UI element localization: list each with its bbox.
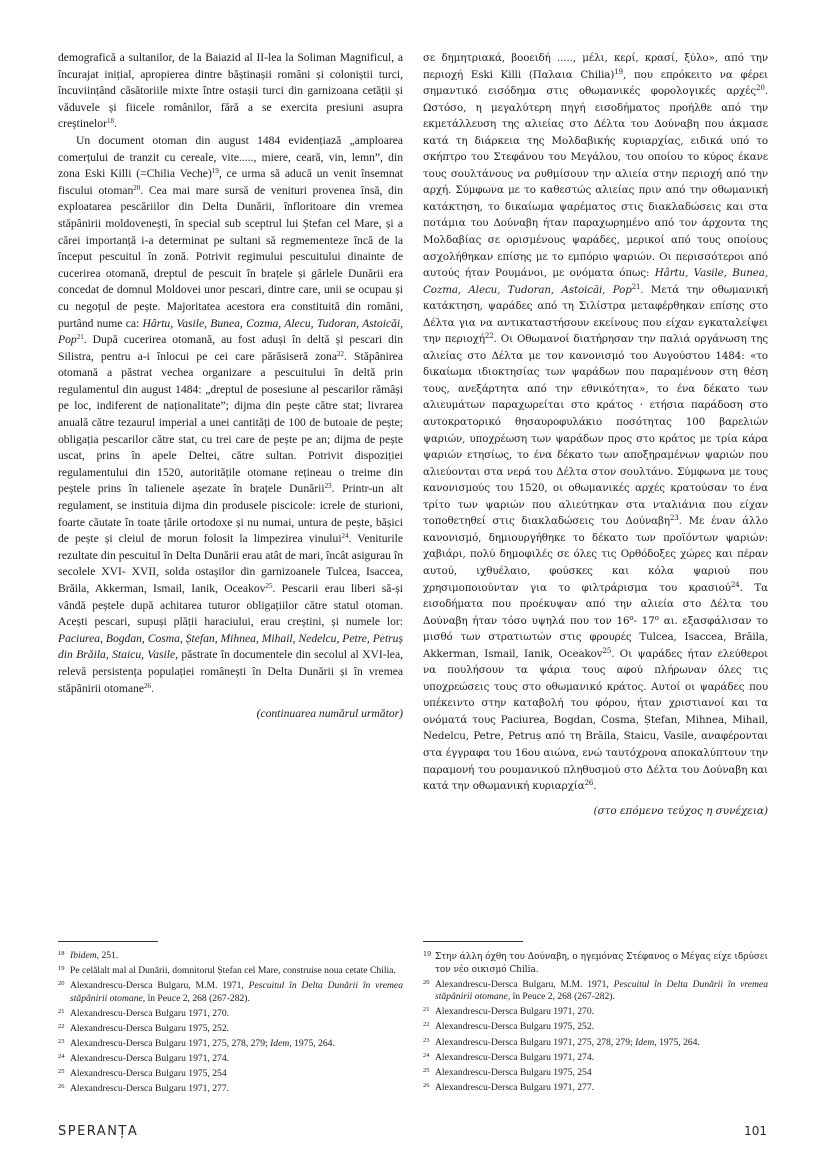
footnote-text: Alexandrescu-Dersca Bulgaru 1971, 274.: [435, 1051, 595, 1063]
footnote-ref[interactable]: 18: [106, 117, 114, 126]
footnote-italic: Pescuitul în Delta Dunării în vremea stăpânirii otomane: [435, 978, 768, 1003]
footnote-number: 22: [58, 1022, 65, 1030]
footnotes-left: [58, 941, 403, 1096]
footnote-rule: [58, 941, 158, 942]
footnote-text: , 1975, 264.: [289, 1038, 335, 1050]
footnote-text: Alexandrescu-Dersca Bulgaru 1971, 274.: [70, 1053, 230, 1065]
footnote-number: 19: [423, 950, 432, 958]
paragraph: Un document otoman din august 1484 evidențiază „amploarea comerțului de tranzit cu cereale, vite....., miere, ceară, vin, lemn”, din zona Eski Killi (=Chilia Veche)$^{19}$, ce urma să aducă un venit însemnat fiscului otoman$^{20}$. Cea mai mare sursă de venituri provenea însă, din exploatarea pescăriilor din Delta Dunării, înfloritoare din vremea stăpânirii moldovenești, în special sub sceptrul lui Ștefan cel Mare, și a cărei importanță i-a determinat pe sultani să regmementeze încă de la început pescuitul în zonă. Potrivit regimului pescuitului dinainte de cucerirea otomană, dreptul de pescuit în brațele și gârlele Dunării era concedat de domnul Moldovei unor pescari, dintre care, unii se ocupau și cu negoțul de pește. Majoritatea acestora era constituită din români, purtând nume ca: Hârtu, Vasile, Bunea, Cozma, Alecu, Tudoran, Astoicăi, Pop$^{21}$. După cucerirea otomană, au fost aduși în deltă și pescari din Silistra, pentru a-i înlocui pe cei care părăsiseră zona$^{22}$. Stăpânirea otomană a păstrat vechea organizare a pescuitului în deltă prin regulamentul din august 1484: „dreptul de posesiune al pescarilor rămâși pe loc, indiferent de naționalitate”; dijma din pește către stat; livrarea anuală către tezaurul imperial a unei cantități de 100 de butoaie de pește; obligația pescarilor către stat, cu trei care de pește pe an; dijma de pește uscat, prins în apele Deltei, către sultan. Potrivit dispoziției regulamentului din 1520, autoritățile otomane rețineau o treime din peștele prins în talienele așezate în brațele Dunării$^{23}$. Printr-un alt regulament, se instituia dijma din produsele piscicole: icrele de sturioni, foarte căutate în toate țările ortodoxe și nu numai, untura de pește, bășici de pește și cleiul de morun folosit la limpezirea vinului$^{24}$. Veniturile rezultate din pescuitul în Delta Dunării erau atât de mari, încât asigurau în secolele XVI- XVII, solda ostașilor din garnizoanele Tulcea, Isaccea, Brăila, Akkerman, Ismail, Ianik, Oceakov$^{25}$. Pescarii erau liberi să-și vândă peștele după achitarea tuturor obligațiilor către statul otoman. Acești pescari, supuși plății haraciului, erau creștini, și numele lor: Paciurea, Bogdan, Cosma, Ștefan, Mihnea, Mihail, Nedelcu, Petre, Petruș din Brăila, Staicu, Vasile, păstrate în documentele din secolul al XVI-lea, relevă persistența populației românești în Delta Dunării și în vremea stăpânirii otomane$^{26}$.: [58, 133, 403, 695]
footnote-ref[interactable]: 26: [143, 681, 151, 690]
footnote-ref[interactable]: 21: [76, 333, 84, 342]
footnote-italic: Ibidem: [70, 950, 97, 961]
footnotes-right: [423, 941, 768, 1095]
footnote-text: Alexandrescu-Dersca Bulgaru 1975, 254: [435, 1066, 592, 1078]
footnote-item: [58, 963, 403, 978]
paragraph: σε δημητριακά, βοοειδή ....., μέλι, κερί, κρασί, ξύλο», από την περιοχή Eski Killi (Παλαια Chilia)$^{19}$, που επρόκειτο να φέρει σημαντικό εισόδημα στις οθωμανικές φορολογικές αρχές$^{20}$. Ωστόσο, η μεγαλύτερη πηγή εισοδήματος προήλθε από την εκμετάλλευση της αλιείας στο Δέλτα του Δούναβη που άκμασε κατά τη διάρκεια της Μολδαβικής κυριαρχίας, ειδικά υπό το σκήπτρο του Στεφάνου του Μεγάλου, του οποίου το κύρος έκανε τους σουλτάνους να ρυθμίσουν την αλιεία στην περιοχή από την αρχή. Σύμφωνα με το καθεστώς αλιείας πριν από την οθωμανική κατάκτηση, το δικαίωμα ψαρέματος στις διακλαδώσεις και στα ποτάμια του Δούναβη ήταν παραχωρημένο από τον άρχοντα της Μολδαβίας σε ορισμένους ψαράδες, μερικοί από τους οποίους ασχολήθηκαν επίσης με το εμπόριο ψαριών. Οι περισσότεροι από αυτούς ήταν Ρουμάνοι, με ονόματα όπως: Hârtu, Vasile, Bunea, Cozma, Alecu, Tudoran, Astoicăi, Pop$^{21}$. Μετά την οθωμανική κατάκτηση, ψαράδες από τη Σιλίστρα μεταφέρθηκαν επίσης στο Δέλτα για να αντικαταστήσουν εκείνους που είχαν εγκαταλείψει την περιοχή$^{22}$. Οι Οθωμανοί διατήρησαν την παλιά οργάνωση της αλιείας στο Δέλτα με τον κανονισμό του Αυγούστου 1484: «το δικαίωμα ιδιοκτησίας των ψαράδων που παραμένουν στη θέση τους, ανεξάρτητα από την εθνικότητα», το ένα δέκατο των αλιευμάτων παραχωρείται στο κράτος · ετήσια παράδοση στο αυτοκρατορικό θησαυροφυλάκιο ποσότητας 100 βαρελιών ψαριών, υποχρέωση των ψαράδων προς στο κράτος με τρία κάρα ψαριών ετησίως, το ένα δέκατο των αποξηραμένων ψαριών που αλιεύονται στα νερά του Δέλτα στον σουλτάνο. Σύμφωνα με τους κανονισμούς του 1520, οι οθωμανικές αρχές κρατούσαν το ένα τρίτο των ψαριών που αλιεύτηκαν στα νταλιάνια που είχαν τοποθετηθεί στις διακλαδώσεις του Δούναβη$^{23}$. Με έναν άλλο κανονισμό, δημιουργήθηκε το δέκατο των προϊόντων ψαριών: χαβιάρι, πολύ δημοφιλές σε όλες τις Ορθόδοξες χώρες και πέραν αυτού, ιχθυέλαιο, φούσκες και κόλα ψαριού που χρησιμοποιούνταν για το φιλτράρισμα του κρασιού$^{24}$. Τα εισοδήματα που προέκυψαν από την αλιεία στο Δέλτα του Δούναβη ήταν τόσο υψηλά που τον $16^o-$ $17^o$ αι. εξασφάλισαν το μισθό των στρατιωτών στις φρουρές Tulcea, Isaccea, Brăila, Akkerman, Ismail, Ianik, Oceakov$^{25}$. Οι ψαράδες ήταν ελεύθεροι να πουλήσουν τα ψάρια τους αφού πλήρωναν όλες τις υποχρεώσεις τους στο οθωμανικό κράτος. Αυτοί οι ψαράδες που υπέκειντο στην καταβολή του φόρου, ήταν χριστιανοί και τα ονόματά τους Paciurea, Bogdan, Cosma, Ștefan, Mihnea, Mihail, Nedelcu, Petre, Petruș από τη Brăila, Staicu, Vasile, αναφέρονται στα έγγραφα του 16ου αιώνα, ενώ ταυτόχρονα αποκαλύπτουν την παραμονή του ρουμανικού πληθυσμού στο Δέλτα του Δούναβη και κατά την οθωμανική κυριαρχία$^{26}$.: [423, 52, 769, 793]
footnote-text: Alexandrescu-Dersca Bulgaru 1971, 270.: [70, 1007, 230, 1019]
continuation-note: (στο επόμενο τεύχος η συνέχεια): [593, 804, 768, 817]
names-italic: Hârtu, Vasile, Bunea, Cozma, Alecu, Tudoran, Astoicăi, Pop: [58, 316, 403, 347]
footnote-text: , 251.: [96, 950, 119, 961]
footnote-italic: Idem: [635, 1036, 655, 1048]
footnote-number: 20: [58, 980, 65, 988]
footnote-ref[interactable]: 26: [584, 779, 594, 788]
footnote-text: Alexandrescu-Dersca Bulgaru 1971, 270.: [435, 1006, 595, 1018]
journal-name: SPERANȚA: [58, 1124, 139, 1139]
footnote-item: [58, 1021, 403, 1036]
footnote-text: Alexandrescu-Dersca Bulgaru 1971, 275, 278, 279;: [70, 1038, 271, 1050]
footnote-text: Alexandrescu-Dersca Bulgaru 1971, 275, 278, 279;: [435, 1036, 636, 1048]
footnote-ref[interactable]: 25: [265, 582, 273, 590]
footnote-item: [423, 1035, 768, 1050]
footnote-number: 21: [58, 1007, 65, 1015]
footnote-ref[interactable]: 22: [337, 349, 344, 358]
footnote-text: Pe celălalt mal al Dunării, domnitorul Ștefan cel Mare, construise noua cetate Chilia.: [70, 965, 396, 977]
continuation-note: (continuarea numărul următor): [256, 707, 403, 721]
footnote-number: 20: [423, 978, 430, 986]
footnote-item: [58, 948, 403, 963]
footnote-number: 24: [423, 1051, 430, 1059]
footnote-ref[interactable]: 23: [324, 482, 332, 491]
left-column: [58, 50, 403, 732]
footnote-text: Alexandrescu-Dersca Bulgaru 1975, 254: [70, 1068, 227, 1080]
paragraph: demografică a sultanilor, de la Baiazid al II-lea la Soliman Magnificul, a încurajat inițial, apropierea dintre băștinașii români și coloniștii turci, încuviințând căsătoriile mixte între ostașii turci din garnizoana cetății și văduvele și fiicele românilor, fără a se exercita presiuni asupra creștinelor$^{18}$.: [58, 51, 403, 131]
footnote-number: 25: [423, 1066, 430, 1074]
footnote-ref[interactable]: 19: [211, 167, 219, 176]
footnote-text: Alexandrescu-Dersca Bulgaru, M.M. 1971,: [435, 978, 614, 990]
footnote-text: Στην άλλη όχθη του Δούναβη, ο ηγεμόνας Στέφανος ο Μέγας είχε ιδρύσει τον νέο οικισμό Chilia.: [435, 952, 768, 975]
footnote-ref[interactable]: 19: [614, 67, 623, 76]
footnote-number: 23: [58, 1038, 65, 1046]
footnote-ref[interactable]: 20: [756, 84, 765, 93]
footnote-ref[interactable]: 24: [341, 532, 349, 541]
footnote-number: 26: [58, 1083, 65, 1091]
footnote-ref[interactable]: 25: [602, 646, 612, 655]
footnote-italic: Pescuitul în Delta Dunării în vremea stăpânirii otomane: [70, 980, 403, 1004]
footnote-number: 23: [423, 1036, 430, 1044]
names-italic: Hârtu, Vasile, Bunea, Cozma, Alecu, Tudoran, Astoicăi, Pop: [423, 267, 768, 296]
footnote-item: [58, 1051, 403, 1066]
footnote-item: [58, 1081, 403, 1096]
ordinal-mark: ο: [654, 613, 659, 622]
footnote-ref[interactable]: 21: [631, 282, 641, 291]
footnote-item: [58, 978, 403, 1005]
footnote-item: [423, 1019, 768, 1034]
footnote-item: [58, 1006, 403, 1021]
footnote-number: 19: [58, 965, 65, 973]
names-italic: Paciurea, Bogdan, Cosma, Ștefan, Mihnea, Mihail, Nedelcu, Petre, Petruș din Brăila, Staicu, Vasile,: [58, 631, 403, 662]
footnote-ref[interactable]: 23: [669, 514, 679, 523]
footnote-text: Alexandrescu-Dersca Bulgaru 1971, 277.: [435, 1081, 595, 1093]
footnote-item: [423, 977, 768, 1004]
footnote-item: [423, 1065, 768, 1080]
page-number: 101: [744, 1124, 767, 1138]
footnote-text: Alexandrescu-Dersca Bulgaru 1975, 252.: [70, 1022, 230, 1034]
footnote-text: , 1975, 264.: [654, 1036, 700, 1048]
footnote-item: [423, 948, 768, 976]
footnote-item: [423, 1004, 768, 1019]
footnote-ref[interactable]: 22: [484, 332, 494, 341]
footnote-number: 25: [58, 1068, 65, 1076]
footnote-italic: Idem: [270, 1038, 290, 1050]
right-column: [423, 50, 768, 827]
footnote-item: [423, 1050, 768, 1065]
footnote-item: [423, 1080, 768, 1095]
footnote-item: [58, 1036, 403, 1051]
footnote-text: Alexandrescu-Dersca Bulgaru 1971, 277.: [70, 1083, 230, 1095]
footnote-number: 26: [423, 1081, 430, 1089]
footnote-rule: [423, 941, 523, 942]
ordinal-mark: ο: [629, 613, 634, 622]
footnote-number: 21: [423, 1006, 430, 1014]
footnote-text: , în Peuce 2, 268 (267-282).: [142, 992, 250, 1004]
footnote-number: 18: [58, 950, 65, 957]
footnote-text: Alexandrescu-Dersca Bulgaru, M.M. 1971,: [70, 980, 249, 992]
footnote-item: [58, 1066, 403, 1081]
footnote-ref[interactable]: 20: [133, 183, 141, 192]
footnote-text: , în Peuce 2, 268 (267-282).: [507, 991, 615, 1003]
footnote-number: 22: [423, 1021, 430, 1029]
footnote-number: 24: [58, 1053, 65, 1061]
footnote-ref[interactable]: 24: [730, 580, 740, 589]
footnote-text: Alexandrescu-Dersca Bulgaru 1975, 252.: [435, 1021, 595, 1033]
